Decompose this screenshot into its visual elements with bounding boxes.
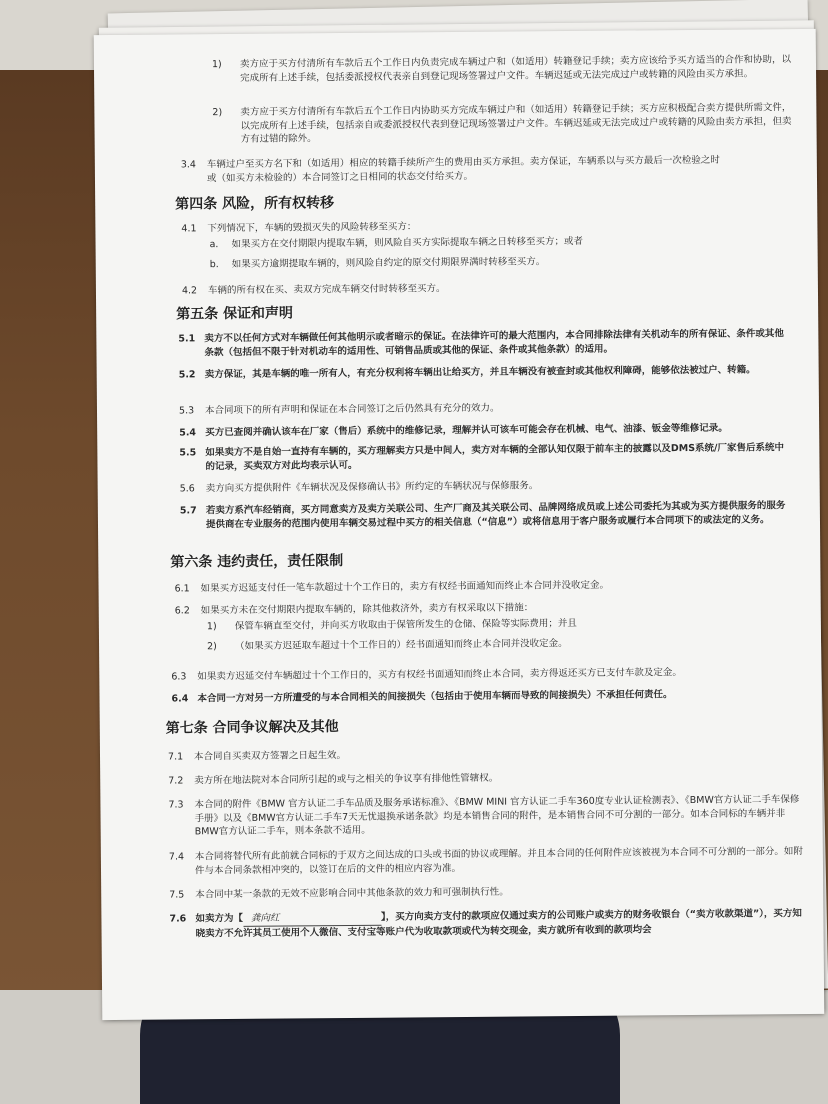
clause-number: 5.5 [179, 447, 197, 459]
clause-text: 卖方不以任何方式对车辆做任何其他明示或者暗示的保证。在法律许可的最大范围内，本合同排除法律有关机动车的所有保证、条件或其他条款（包括但不限于针对机动车的适用性、可销售品质或其他的保证、条件或其他条款）的适用。 [204, 328, 784, 358]
clause-text: 如果买方迟延支付任一笔车款超过十个工作日的，卖方有权经书面通知而终止本合同并没收定金。 [200, 579, 610, 595]
clause-number: 1) [206, 621, 217, 633]
clause-text: 卖方所在地法院对本合同所引起的或与之相关的争议享有排他性管辖权。 [194, 772, 499, 787]
clause-number: 5.6 [179, 483, 195, 495]
clause-number: 6.4 [171, 693, 189, 705]
clause-text: 如果买方在交付期限内提取车辆，则风险自买方实际提取车辆之日转移至买方；或者 [231, 235, 584, 250]
clause-number: 5.4 [179, 427, 197, 439]
clause-number: a. [209, 239, 219, 251]
clause-text-suffix: 】，买方向卖方支付的款项应仅通过卖方的公司账户或卖方的财务收银台（“卖方收款渠道”），买方知晓卖方不允许其员工使用个人微信、支付宝等账户代为收取款项或代为转交现金，卖方就所有收到的款项均会 [195, 908, 802, 939]
seller-name-field: 龚向红 [243, 911, 381, 927]
clause-text: 本合同项下的所有声明和保证在本合同签订之后仍然具有充分的效力。 [204, 402, 500, 417]
clause-text: 卖方应于买方付清所有车款后五个工作日内负责完成车辆过户和（如适用）转籍登记手续；卖方应该给予买方适当的合作和协助，以完成所有上述手续，包括委派授权代表亲自到登记现场签署过户文件。车辆迟延或无法完成过户或转籍的风险由买方承担。 [239, 54, 792, 84]
clause-number: 6.2 [174, 605, 190, 617]
clause-text: 本合同将替代所有此前就合同标的于双方之间达成的口头或书面的协议或理解。并且本合同的任何附件应该被视为本合同不可分割的一部分。如附件与本合同条款相冲突的，以签订在后的文件的相应内容为准。 [194, 846, 803, 876]
contract-text [94, 29, 825, 1020]
clause-text: 本合同一方对另一方所遭受的与本合同相关的间接损失（包括由于使用车辆而导致的间接损失）不承担任何责任。 [197, 689, 673, 705]
clause-number: 5.7 [179, 505, 197, 517]
clause-number: 4.2 [181, 285, 198, 297]
section-heading: 第五条 保证和声明 [176, 305, 294, 323]
clause-text: 如果买方未在交付期限内提取车辆的，除其他救济外，卖方有权采取以下措施： [200, 602, 534, 617]
clause-text: 下列情况下，车辆的毁损灭失的风险转移至买方： [207, 221, 417, 235]
clause-text: 本合同的附件《BMW 官方认证二手车品质及服务承诺标准》、《BMW MINI 官方认证二手车360度专业认证检测表》、《BMW官方认证二手车保修手册》以及《BMW官方认证二手车7天无忧退换承诺条款》均是本销售合同的附件，是本销售合同不可分割的一部分。如本合同标的车辆并非BMW官方认证二手车，则本条款不适用。 [194, 794, 800, 838]
clause-number: 2) [212, 107, 223, 119]
clause-text: 车辆过户至买方名下和（如适用）相应的转籍手续所产生的费用由买方承担。卖方保证，车辆系以与买方最后一次检验之时或（如买方未检验的）本合同签订之日相同的状态交付给买方。 [206, 154, 720, 184]
clause-text: 买方已查阅并确认该车在厂家（售后）系统中的维修记录，理解并认可该车可能会存在机械、电气、油漆、钣金等维修记录。 [205, 422, 728, 439]
clause-number: 7.2 [168, 775, 184, 787]
clause-text: 卖方向买方提供附件《车辆状况及保修确认书》所约定的车辆状况与保修服务。 [205, 480, 539, 495]
clause-number: 7.5 [169, 889, 185, 901]
clause-number: 7.6 [169, 913, 187, 925]
clause-text: 卖方保证，其是车辆的唯一所有人，有充分权利将车辆出让给买方，并且车辆没有被查封或其他权利障碍，能够依法被过户、转籍。 [204, 364, 756, 381]
clause-number: b. [209, 259, 219, 271]
clause-text: 本合同自买卖双方签署之日起生效。 [193, 749, 347, 763]
clause-number: 5.1 [178, 333, 196, 345]
clause-text-prefix: 如卖方为【 [195, 912, 243, 925]
clause-number: 4.1 [181, 223, 197, 235]
clause-text: 车辆的所有权在买、卖双方完成车辆交付时转移至买方。 [207, 283, 446, 297]
clause-text: 卖方应于买方付清所有车款后五个工作日内协助买方完成车辆过户和（如适用）转籍登记手续；买方应积极配合卖方提供所需文件，以完成所有上述手续，包括亲自或委派授权代表到登记现场签署过户文件。车辆迟延或无法完成过户或转籍的风险由卖方承担，但卖方有过错的除外。 [240, 102, 792, 145]
clause-number: 5.3 [178, 405, 195, 417]
clause-number: 3.4 [180, 159, 197, 171]
clause-number: 2) [207, 641, 217, 653]
contract-page [94, 29, 825, 1020]
clause-text: 如果卖方不是自始一直持有车辆的，买方理解卖方只是中间人，卖方对车辆的全部认知仅限于前车主的披露以及DMS系统/厂家售后系统中的记录，买卖双方对此均表示认可。 [205, 442, 785, 472]
clause-text: 保管车辆直至交付，并向买方收取由于保管所发生的仓储、保险等实际费用；并且 [234, 617, 577, 632]
clause-number: 6.1 [174, 583, 190, 595]
clause-text: 如果卖方迟延交付车辆超过十个工作日的，买方有权经书面通知而终止本合同，卖方得返还买方已支付车款及定金。 [197, 667, 682, 683]
section-heading: 第六条 违约责任，责任限制 [170, 553, 344, 571]
section-heading: 第七条 合同争议解决及其他 [165, 719, 339, 737]
clause-number: 6.3 [171, 671, 187, 683]
clause-text: 若卖方系汽车经销商，买方同意卖方及卖方关联公司、生产厂商及其关联公司、品牌网络成员或上述公司委托为其或为买方提供服务的服务提供商在专业服务的范围内使用车辆交易过程中买方的相关信息（“信息”）或将信息用于客户服务或履行本合同项下的或法定的义务。 [205, 500, 786, 530]
clause-text: （如果买方迟延取车超过十个工作日的）经书面通知而终止本合同并没收定金。 [235, 638, 568, 652]
clause-text: 本合同中某一条款的无效不应影响合同中其他条款的效力和可强制执行性。 [195, 886, 509, 901]
clause-text [195, 907, 810, 940]
clause-number: 5.2 [178, 369, 196, 381]
clause-number: 7.4 [168, 851, 185, 863]
clause-number: 7.3 [168, 799, 184, 811]
clause-number: 7.1 [167, 751, 184, 763]
section-heading: 第四条 风险，所有权转移 [175, 195, 335, 213]
clause-text: 如果买方逾期提取车辆的，则风险自约定的原交付期限界满时转移至买方。 [231, 256, 546, 270]
clause-number: 1) [211, 59, 222, 71]
